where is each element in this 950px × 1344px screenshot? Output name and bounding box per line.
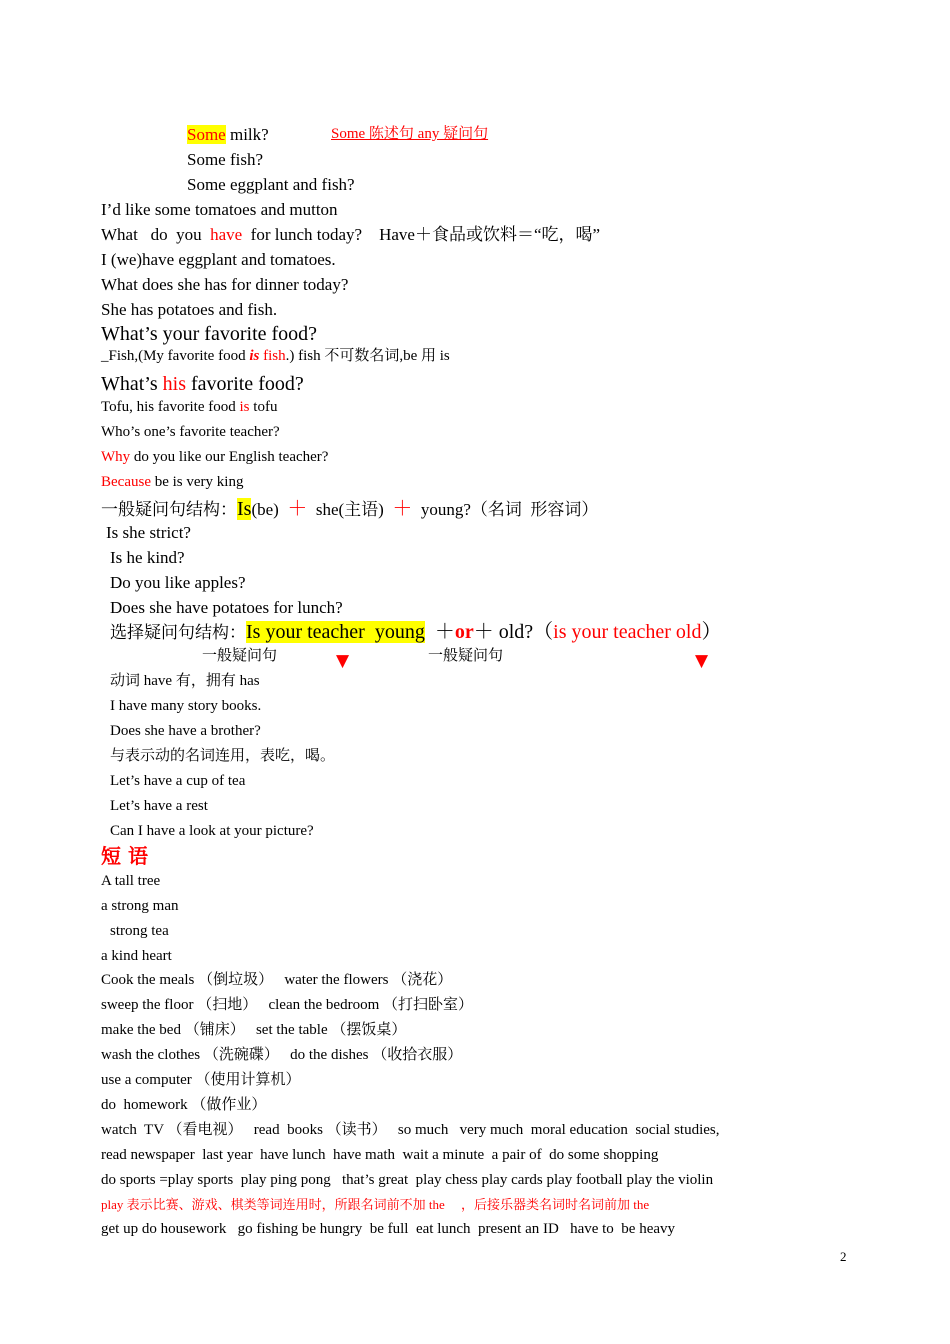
phrase-line: do homework （做作业） (101, 1097, 267, 1113)
line-choice-question (110, 622, 721, 642)
phrase-line: A tall tree (101, 873, 161, 889)
phrase-line: do sports =play sports play ping pong that’s great play chess play cards play football play the violin (101, 1172, 714, 1188)
text: is your teacher old (553, 621, 702, 643)
down-triangle-icon: ▼ (336, 651, 350, 671)
plus-sign: ＋ (392, 498, 413, 520)
label-general-question-1: 一般疑问句 (202, 648, 278, 664)
text: or (454, 621, 474, 643)
line-favorite-food: What’s your favorite food? (101, 323, 318, 345)
phrase-line: strong tea (110, 923, 169, 939)
line-apples: Do you like apples? (110, 573, 246, 592)
text: ） (701, 621, 722, 643)
line-what-have (101, 226, 600, 243)
line-tofu (101, 400, 277, 415)
text: What’s (101, 373, 163, 395)
text: Tofu, his favorite food (101, 399, 240, 415)
plus-sign: ＋ (287, 498, 308, 520)
highlighted-phrase: Is your teacher young (246, 621, 425, 643)
line-she-has: She has potatoes and fish. (101, 300, 278, 319)
line-verb-have: 动词 have 有，拥有 has (110, 673, 260, 689)
line-some-eggplant: Some eggplant and fish? (187, 175, 355, 194)
line-fish-answer (101, 349, 450, 364)
phrase-line: watch TV （看电视） read books （读书） so much very much moral education social studies, (101, 1122, 720, 1138)
line-id-like: I’d like some tomatoes and mutton (101, 200, 338, 219)
plus-sign: ＋ (424, 621, 455, 643)
line-kind: Is he kind? (110, 548, 185, 567)
text: (be) (251, 500, 288, 519)
text: .) fish 不可数名词,be 用 is (285, 348, 450, 364)
text: milk? (225, 125, 269, 144)
line-brother: Does she have a brother? (110, 723, 261, 739)
line-tea: Let’s have a cup of tea (110, 773, 246, 789)
phrase-line: make the bed （铺床） set the table （摆饭桌） (101, 1022, 407, 1038)
text: fish (259, 348, 286, 364)
phrase-line: use a computer （使用计算机） (101, 1072, 301, 1088)
text: _Fish,(My favorite food (101, 348, 250, 364)
phrase-line: get up do housework go fishing be hungry be full eat lunch present an ID have to be heavy (101, 1221, 676, 1237)
text: Because (101, 474, 151, 490)
text: have (210, 225, 243, 244)
line-whos: Who’s one’s favorite teacher? (101, 424, 280, 440)
text: What do you (101, 225, 211, 244)
line-potatoes: Does she have potatoes for lunch? (110, 598, 343, 617)
phrase-line: read newspaper last year have lunch have math wait a minute a pair of do some shopping (101, 1147, 659, 1163)
phrase-line: a kind heart (101, 948, 172, 964)
line-why (101, 450, 328, 465)
text: 选择疑问句结构： (110, 623, 246, 642)
line-picture: Can I have a look at your picture? (110, 823, 314, 839)
down-triangle-icon: ▼ (695, 651, 709, 671)
phrase-line: Cook the meals （倒垃圾） water the flowers （浇花） (101, 972, 453, 988)
label-general-question-2: 一般疑问句 (428, 648, 504, 664)
text: 一般疑问句结构： (101, 500, 237, 519)
phrase-line: a strong man (101, 898, 179, 914)
text: do you like our English teacher? (130, 449, 329, 465)
line-strict: Is she strict? (106, 523, 191, 542)
text: tofu (249, 399, 278, 415)
highlighted-word: Is (237, 498, 252, 520)
text: for lunch today? Have＋食品或饮料＝“吃，喝” (242, 225, 601, 244)
text: young?（名词 形容词） (412, 500, 599, 519)
text: is (249, 348, 260, 364)
line-some-milk (187, 126, 269, 143)
line-we-have: I (we)have eggplant and tomatoes. (101, 250, 336, 269)
section-heading: 短 语 (101, 844, 148, 868)
line-rest: Let’s have a rest (110, 798, 208, 814)
line-some-fish: Some fish? (187, 150, 264, 169)
note-some-any: Some 陈述句 any 疑问句 (331, 126, 489, 142)
text: is (239, 399, 250, 415)
note-play-the: play 表示比赛、游戏、棋类等词连用时，所跟名词前不加 the ，后接乐器类名词时名词前加 the (101, 1197, 650, 1212)
text: favorite food? (186, 373, 304, 395)
text: his (162, 373, 186, 395)
phrase-line: wash the clothes （洗碗碟） do the dishes （收拾衣服） (101, 1047, 463, 1063)
highlighted-word: Some (187, 125, 226, 144)
text: she(主语) (307, 500, 393, 519)
page-number: 2 (840, 1249, 847, 1264)
line-dinner: What does she has for dinner today? (101, 275, 349, 294)
line-his-favorite (101, 374, 304, 394)
text: ＋ old?（ (473, 621, 554, 643)
line-eat-drink: 与表示动的名词连用，表吃，喝。 (110, 748, 336, 764)
text: be is very king (150, 474, 244, 490)
phrase-line: sweep the floor （扫地） clean the bedroom （打扫卧室） (101, 997, 474, 1013)
text: Why (101, 449, 131, 465)
line-because (101, 475, 243, 490)
line-general-question (101, 499, 598, 519)
line-story-books: I have many story books. (110, 698, 262, 714)
